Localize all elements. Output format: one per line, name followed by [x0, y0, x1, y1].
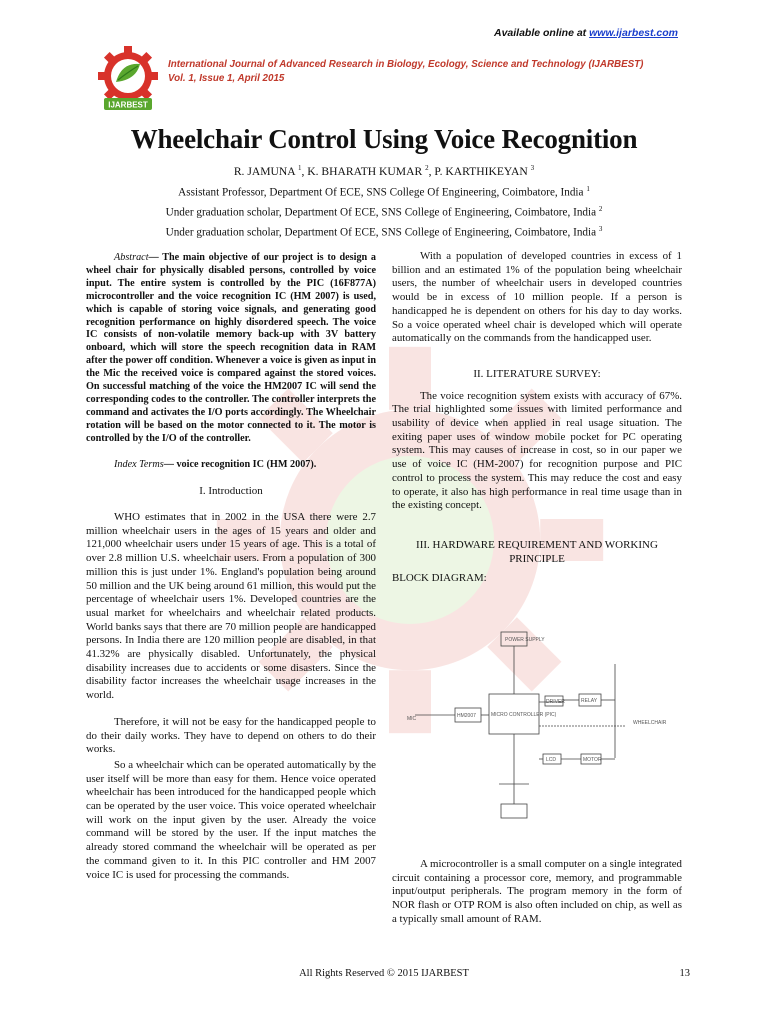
affiliation-3-text: Under graduation scholar, Department Of ECE, SNS College of Engineering, Coimbatore, India [165, 226, 597, 239]
affiliation-1-sup: 1 [586, 185, 590, 193]
diagram-label-lcd: LCD [546, 757, 557, 763]
section-3-heading: III. HARDWARE REQUIREMENT AND WORKING PRINCIPLE [416, 538, 658, 565]
index-terms-label: Index Terms [114, 458, 164, 470]
left-column [86, 252, 376, 882]
affiliation-2 [0, 205, 768, 219]
affiliation-3 [0, 225, 768, 239]
right-column [392, 250, 682, 586]
abstract [86, 252, 376, 446]
abstract-text: — The main objective of our project is to design a wheel chair for physically disabled persons, controlled by voice input. The entire system is controlled by the PIC (16F877A) microcontroller and the voice recognition IC (HM 2007) is used, which is capable of storing voice signals, and generating good recognition performance on highly disordered speech. The voice IC consists of non-volatile memory back-up with 3V battery onboard, which will store the speech recognition data in RAM after the power off condition. Whenever a voice is given as input in the Mic the received voice is compared against the stored voices. On successful matching of the voice the HM2007 IC will send the corresponding codes to the controller. The controller interprets the command and activates the I/O ports accordingly. The Wheelchair rotation will be based on the motor connected to it. The motor is controlled by the I/O of the controller. [86, 252, 376, 444]
diagram-label-controller: MICRO CONTROLLER (PIC) [491, 712, 557, 718]
journal-logo [96, 44, 160, 116]
intro-paragraph-3: So a wheelchair which can be operated automatically by the user itself will be more than easy for them. Hence voice operated wheelchair has been introduced for the handicapped people which can be operated by the user voice. This voice operated wheelchair will work on the input given by the user. Already the voice command will be stored by the user. If the input matches the already stored command the wheelchair will be operated as per the command given to it. In this PIC controller and HM 2007 voice IC is used for processing the commands. [86, 758, 376, 881]
diagram-label-hm2007: HM2007 [457, 713, 476, 719]
diagram-label-wheelchair: WHEELCHAIR [633, 720, 667, 726]
microcontroller-paragraph: A microcontroller is a small computer on a single integrated circuit containing a processor core, memory, and programmable input/output peripherals. The program memory in the form of NOR flash or OTP ROM is also often included on chip, as well as a typically small amount of RAM. [392, 858, 682, 925]
author-3-sup: 3 [530, 164, 535, 172]
right-column-bottom [392, 858, 682, 927]
author-list: R. JAMUNA $^1$, K. BHARATH KUMAR $^2$, P. KARTHIKEYAN $^3$ [233, 164, 535, 178]
literature-paragraph: The voice recognition system exists with accuracy of 67%. The trial highlighted some issues with limited performance and usability of device when applied in real usage situation. The exiting paper uses of window mobile pocket for PC operating system. This may causes of increase in cost, so in our paper we use of voice IC (HM-2007) for recognition purpose and PIC control to process the system. This may reduce the cost and easy to operate, it also has high performance in real time usage than in the existing concept. [392, 389, 682, 512]
section-1-heading: I. Introduction [199, 485, 263, 498]
right-paragraph-1: With a population of developed countries in excess of 1 billion and an estimated 1% of the population being wheelchair users, the number of wheelchair users in developed countries would be in excess of 10 million people. If a person is handicapped he is dependent on others for his day to day works. So a voice operated wheel chair is developed which will operate automatically on the commands from the handicapped user. [392, 250, 682, 345]
author-2: K. BHARATH KUMAR [307, 164, 423, 178]
intro-paragraph-1: WHO estimates that in 2002 in the USA there were 2.7 million wheelchair users in the ages of 15 years and older and 121,000 wheelchair users under 15 years of age. This is a total of over 2.8 million U.S. wheelchair users. From a population of 300 million this is just under 1%. England's population being around 50 million and the UK being around 61 million, this would put the percentage of wheelchair users 1%. Developed countries are the usual market for wheelchairs and wheelchair related products. World banks says that there are 70 million people are handicapped persons. In India there are 120 million people are disabled, in that 41.32% are physically disabled. Unfortunately, the physical disability increases due to accidents or some disasters. Since the disability factor increases the wheelchair usage increases in the world. [86, 511, 376, 702]
journal-name: International Journal of Advanced Research in Biology, Ecology, Science and Technology (IJARBEST) [168, 59, 644, 70]
index-terms [86, 458, 376, 472]
diagram-label-power: POWER SUPPLY [505, 637, 545, 643]
author-3: P. KARTHIKEYAN [434, 164, 528, 178]
diagram-label-driver: DRIVER [546, 699, 565, 705]
footer-copyright: All Rights Reserved © 2015 IJARBEST [299, 968, 469, 979]
diagram-label-mic: MIC [407, 716, 417, 722]
author-1-sup: 1 [297, 164, 302, 172]
diagram-label-motor: MOTOR [583, 757, 602, 763]
abstract-label: Abstract [114, 252, 149, 263]
journal-header [168, 58, 688, 86]
block-diagram [405, 624, 695, 834]
affiliation-2-text: Under graduation scholar, Department Of ECE, SNS College of Engineering, Coimbatore, India [165, 206, 597, 219]
affiliation-2-sup: 2 [598, 205, 603, 213]
available-prefix: Available online at [493, 27, 590, 39]
diagram-label-relay: RELAY [581, 698, 598, 704]
logo-text: IJARBEST [108, 100, 148, 110]
affiliation-3-sup: 3 [598, 225, 603, 233]
journal-link[interactable]: www.ijarbest.com [589, 27, 678, 39]
block-diagram-label: BLOCK DIAGRAM: [392, 572, 487, 585]
author-2-sup: 2 [425, 164, 429, 172]
affiliation-1-text: Assistant Professor, Department Of ECE, SNS College Of Engineering, Coimbatore, India [178, 186, 584, 199]
page-number: 13 [679, 968, 690, 979]
intro-paragraph-2: Therefore, it will not be easy for the handicapped people to do their daily works. They have to depend on others to do their works. [86, 715, 376, 756]
diagram-block-supply [501, 804, 527, 818]
author-1: R. JAMUNA [233, 164, 296, 178]
journal-issue: Vol. 1, Issue 1, April 2015 [168, 73, 285, 84]
affiliation-1 [0, 185, 768, 199]
paper-title: Wheelchair Control Using Voice Recognition [130, 124, 638, 154]
available-online [494, 27, 678, 39]
index-terms-text: — voice recognition IC (HM 2007). [163, 458, 317, 470]
section-2-heading: II. LITERATURE SURVEY: [473, 367, 601, 380]
